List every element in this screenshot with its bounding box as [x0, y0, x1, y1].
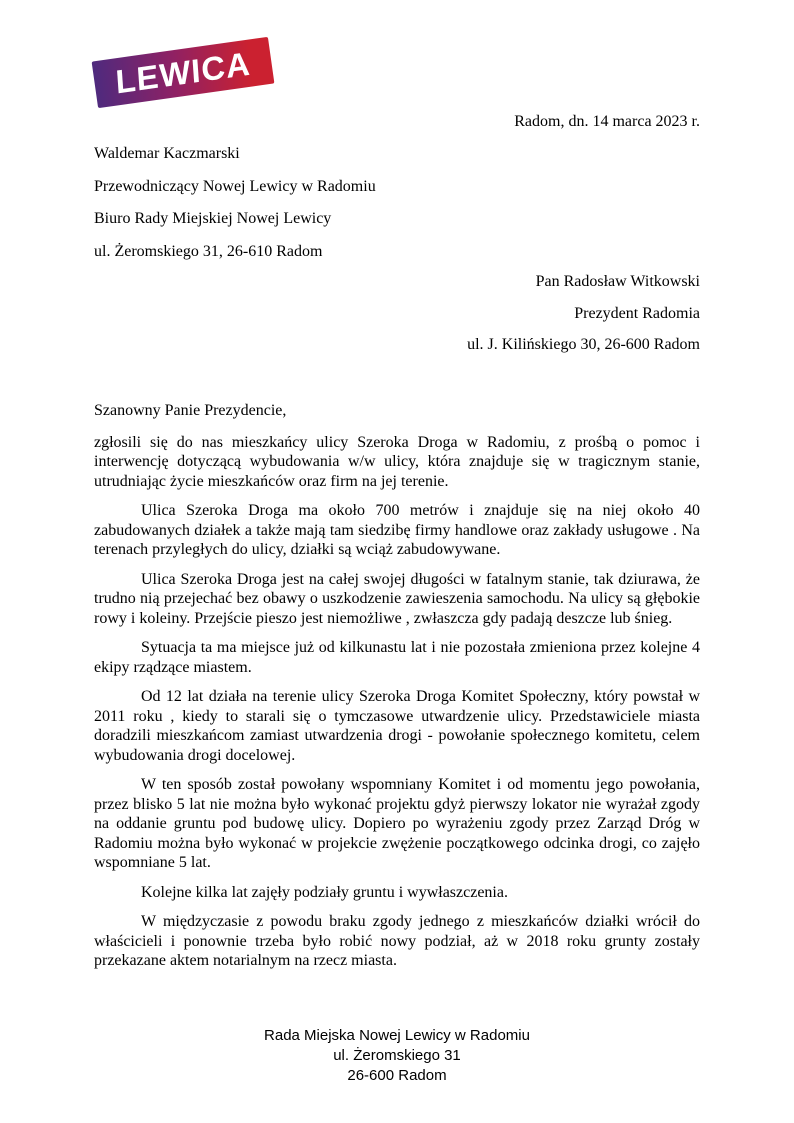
recipient-title: Prezydent Radomia [574, 304, 700, 322]
paragraph-7: Kolejne kilka lat zajęły podziały gruntu i wywłaszczenia. [141, 883, 508, 901]
letter-body [94, 401, 700, 981]
paragraph-4: Sytuacja ta ma miejsce już od kilkunastu lat i nie pozostała zmieniona przez kolejne 4 ekipy rządzące miastem. [94, 639, 700, 676]
sender-block [94, 144, 376, 274]
sender-title: Przewodniczący Nowej Lewicy w Radomiu [94, 177, 376, 195]
salutation: Szanowny Panie Prezydencie, [94, 402, 287, 419]
paragraph-3: Ulica Szeroka Droga jest na całej swojej długości w fatalnym stanie, tak dziurawa, że trudno nią przejechać bez obawy o uszkodzenie zawieszenia samochodu. Na ulicy są głębokie rowy i koleiny. Przejście pieszo jest niemożliwe , zwłaszcza gdy padają deszcze lub śnieg. [94, 570, 700, 627]
recipient-block [467, 272, 700, 367]
sender-address: ul. Żeromskiego 31, 26-610 Radom [94, 242, 323, 260]
footer-organization: Rada Miejska Nowej Lewicy w Radomiu [264, 1027, 530, 1044]
recipient-address: ul. J. Kilińskiego 30, 26-600 Radom [467, 336, 700, 353]
lewica-logo [92, 37, 275, 108]
footer-street: ul. Żeromskiego 31 [333, 1047, 461, 1064]
paragraph-5: Od 12 lat działa na terenie ulicy Szeroka Droga Komitet Społeczny, który powstał w 2011 roku , kiedy to starali się o tymczasowe utwardzenie ulicy. Przedstawiciele miasta doradzili mieszkańcom zamiast utwardzenia drogi - powołanie społecznego komitetu, celem wybudowania drogi docelowej. [94, 688, 700, 764]
footer-block [0, 1026, 794, 1086]
date-line: Radom, dn. 14 marca 2023 r. [514, 113, 700, 130]
paragraph-8: W międzyczasie z powodu braku zgody jednego z mieszkańców działki wrócił do właścicieli i ponownie trzeba było robić nowy podział, aż w 2018 roku grunty zostały przekazane aktem notarialnym na rzecz miasta. [94, 913, 700, 969]
footer-city: 26-600 Radom [347, 1067, 447, 1084]
sender-office: Biuro Rady Miejskiej Nowej Lewicy [94, 210, 332, 227]
lewica-logo-text: LEWICA [114, 44, 252, 101]
paragraph-6: W ten sposób został powołany wspomniany Komitet i od momentu jego powołania, przez blisko 5 lat nie można było wykonać projektu gdyż pierwszy lokator nie wyrażał zgody na oddanie gruntu pod budowę ulicy. Dopiero po wyrażeniu zgody przez Zarząd Dróg w Radomiu można było wykonać w projekcie zwężenie początkowego odcinka drogi, co zajęło wspomniane 5 lat. [94, 776, 700, 871]
sender-name: Waldemar Kaczmarski [94, 145, 240, 162]
recipient-name: Pan Radosław Witkowski [535, 273, 700, 290]
paragraph-2: Ulica Szeroka Droga ma około 700 metrów i znajduje się na niej około 40 zabudowanych działek a także mają tam siedzibę firmy handlowe oraz zakłady usługowe . Na terenach przyległych do ulicy, działki są wciąż zabudowywane. [94, 502, 700, 558]
paragraph-1: zgłosili się do nas mieszkańcy ulicy Szeroka Droga w Radomiu, z prośbą o pomoc i interwencję dotyczącą wybudowania w/w ulicy, która znajduje się w tragicznym stanie, utrudniając życie mieszkańców oraz firm na jej terenie. [94, 433, 700, 490]
